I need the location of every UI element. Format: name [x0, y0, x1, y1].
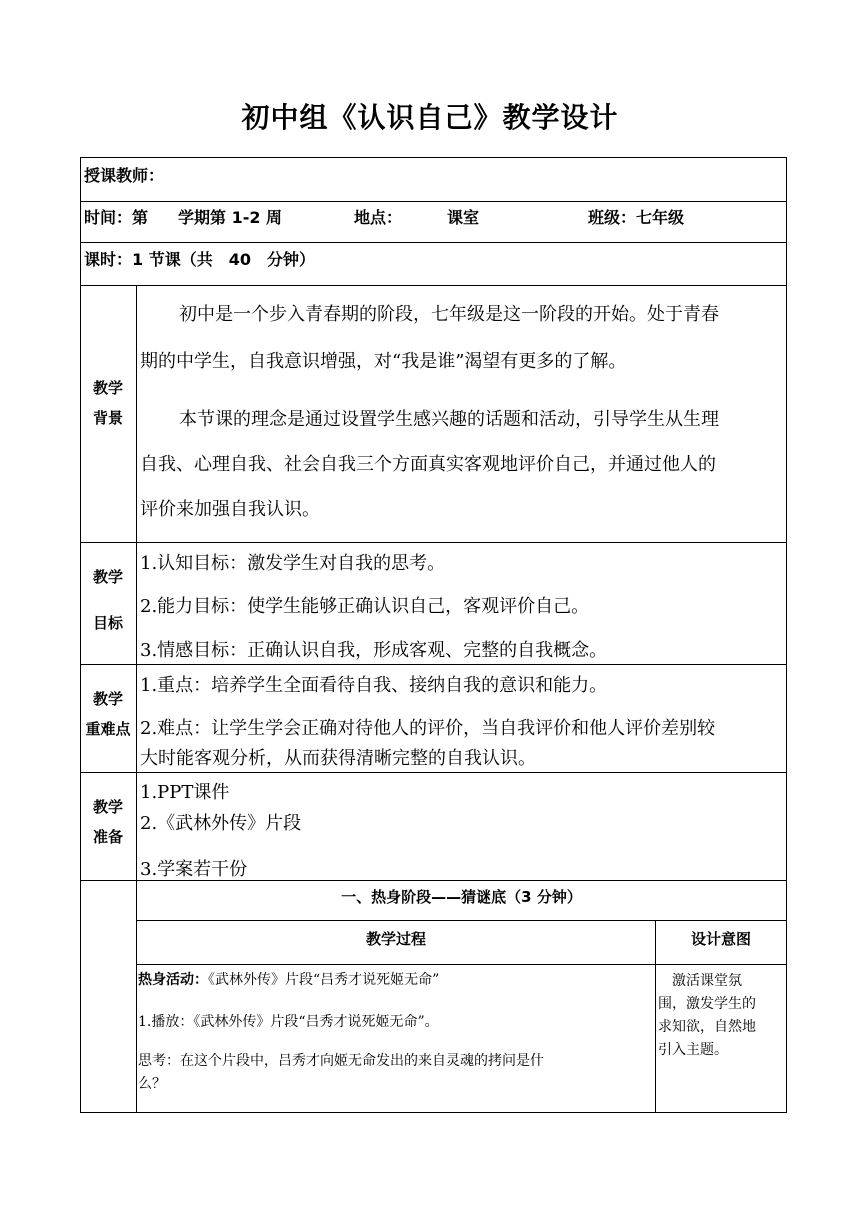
activity-heading: [138, 970, 439, 990]
preparation-item-3: 3.学案若干份: [140, 859, 248, 880]
think-line-1: 思考：在这个片段中，吕秀才向姬无命发出的来自灵魂的拷问是什: [138, 1053, 544, 1069]
row-divider: [80, 201, 787, 202]
think-line-2: 么？: [138, 1076, 166, 1092]
preparation-label: [80, 792, 136, 852]
teacher-label: 授课教师：: [84, 166, 165, 185]
activity-title: 《武林外传》片段“吕秀才说死姬无命”: [208, 972, 440, 988]
goals-label: [80, 562, 136, 638]
time-label: 时间：第: [84, 208, 149, 227]
intent-column-header: 设计意图: [690, 930, 751, 948]
process-divider: [136, 964, 787, 965]
page-title: 初中组《认识自己》教学设计: [241, 101, 619, 134]
row-divider: [80, 285, 787, 286]
background-line-5: 评价来加强自我认识。: [140, 499, 320, 520]
table-border-top: [80, 157, 787, 158]
stage-title: 一、热身阶段——猜谜底（3 分钟）: [341, 888, 582, 906]
preparation-label-line1: 教学: [92, 798, 123, 816]
time-value: 学期第 1-2 周: [178, 208, 283, 227]
process-divider: [136, 920, 787, 921]
background-line-3: 本节课的理念是通过设置学生感兴趣的话题和活动，引导学生从生理: [179, 409, 719, 430]
row-divider: [80, 664, 787, 665]
background-line-1: 初中是一个步入青春期的阶段，七年级是这一阶段的开始。处于青春: [179, 304, 719, 325]
background-label: [80, 373, 136, 433]
preparation-item-1: 1.PPT课件: [140, 782, 230, 803]
key-point-line-3: 大时能客观分析，从而获得清晰完整的自我认识。: [140, 748, 536, 769]
activity-label: 热身活动：: [138, 972, 208, 988]
table-border-bottom: [80, 1112, 787, 1113]
row-divider: [80, 542, 787, 543]
table-border-right: [786, 157, 787, 1113]
row-divider: [80, 242, 787, 243]
key-point-line-1: 1.重点：培养学生全面看待自我、接纳自我的意识和能力。: [140, 675, 608, 696]
row-divider: [80, 772, 787, 773]
process-column-header: 教学过程: [365, 930, 426, 948]
preparation-item-2: 2.《武林外传》片段: [140, 813, 302, 834]
goals-label-line1: 教学: [92, 568, 123, 586]
intent-line-2: 围，激发学生的: [658, 996, 756, 1012]
goal-item-2: 2.能力目标：使学生能够正确认识自己，客观评价自己。: [140, 596, 590, 617]
period-text: 课时：1 节课（共 40 分钟）: [84, 250, 315, 269]
label-column-divider: [136, 285, 137, 1113]
goal-item-1: 1.认知目标：激发学生对自我的思考。: [140, 553, 446, 574]
background-label-line1: 教学: [92, 379, 123, 397]
class-label: 班级：七年级: [588, 208, 685, 227]
key-points-label-line2: 重难点: [85, 720, 131, 738]
key-point-line-2: 2.难点：让学生学会正确对待他人的评价，当自我评价和他人评价差别较: [140, 718, 716, 739]
background-line-4: 自我、心理自我、社会自我三个方面真实客观地评价自己，并通过他人的: [140, 454, 716, 475]
intent-line-1: 激活课堂氛: [658, 973, 742, 989]
key-points-label: [80, 684, 136, 744]
location-value: 课室: [447, 208, 480, 227]
background-line-2: 期的中学生，自我意识增强，对“我是谁”渴望有更多的了解。: [140, 351, 627, 372]
key-points-label-line1: 教学: [92, 690, 123, 708]
goal-item-3: 3.情感目标：正确认识自我，形成客观、完整的自我概念。: [140, 640, 608, 661]
process-step-1: 1.播放：《武林外传》片段“吕秀才说死姬无命”。: [138, 1014, 439, 1030]
intent-line-4: 引入主题。: [658, 1042, 728, 1058]
goals-label-line2: 目标: [92, 614, 123, 632]
location-label: 地点：: [354, 208, 403, 227]
preparation-label-line2: 准备: [92, 828, 123, 846]
background-label-line2: 背景: [92, 409, 123, 427]
intent-line-3: 求知欲，自然地: [658, 1019, 756, 1035]
